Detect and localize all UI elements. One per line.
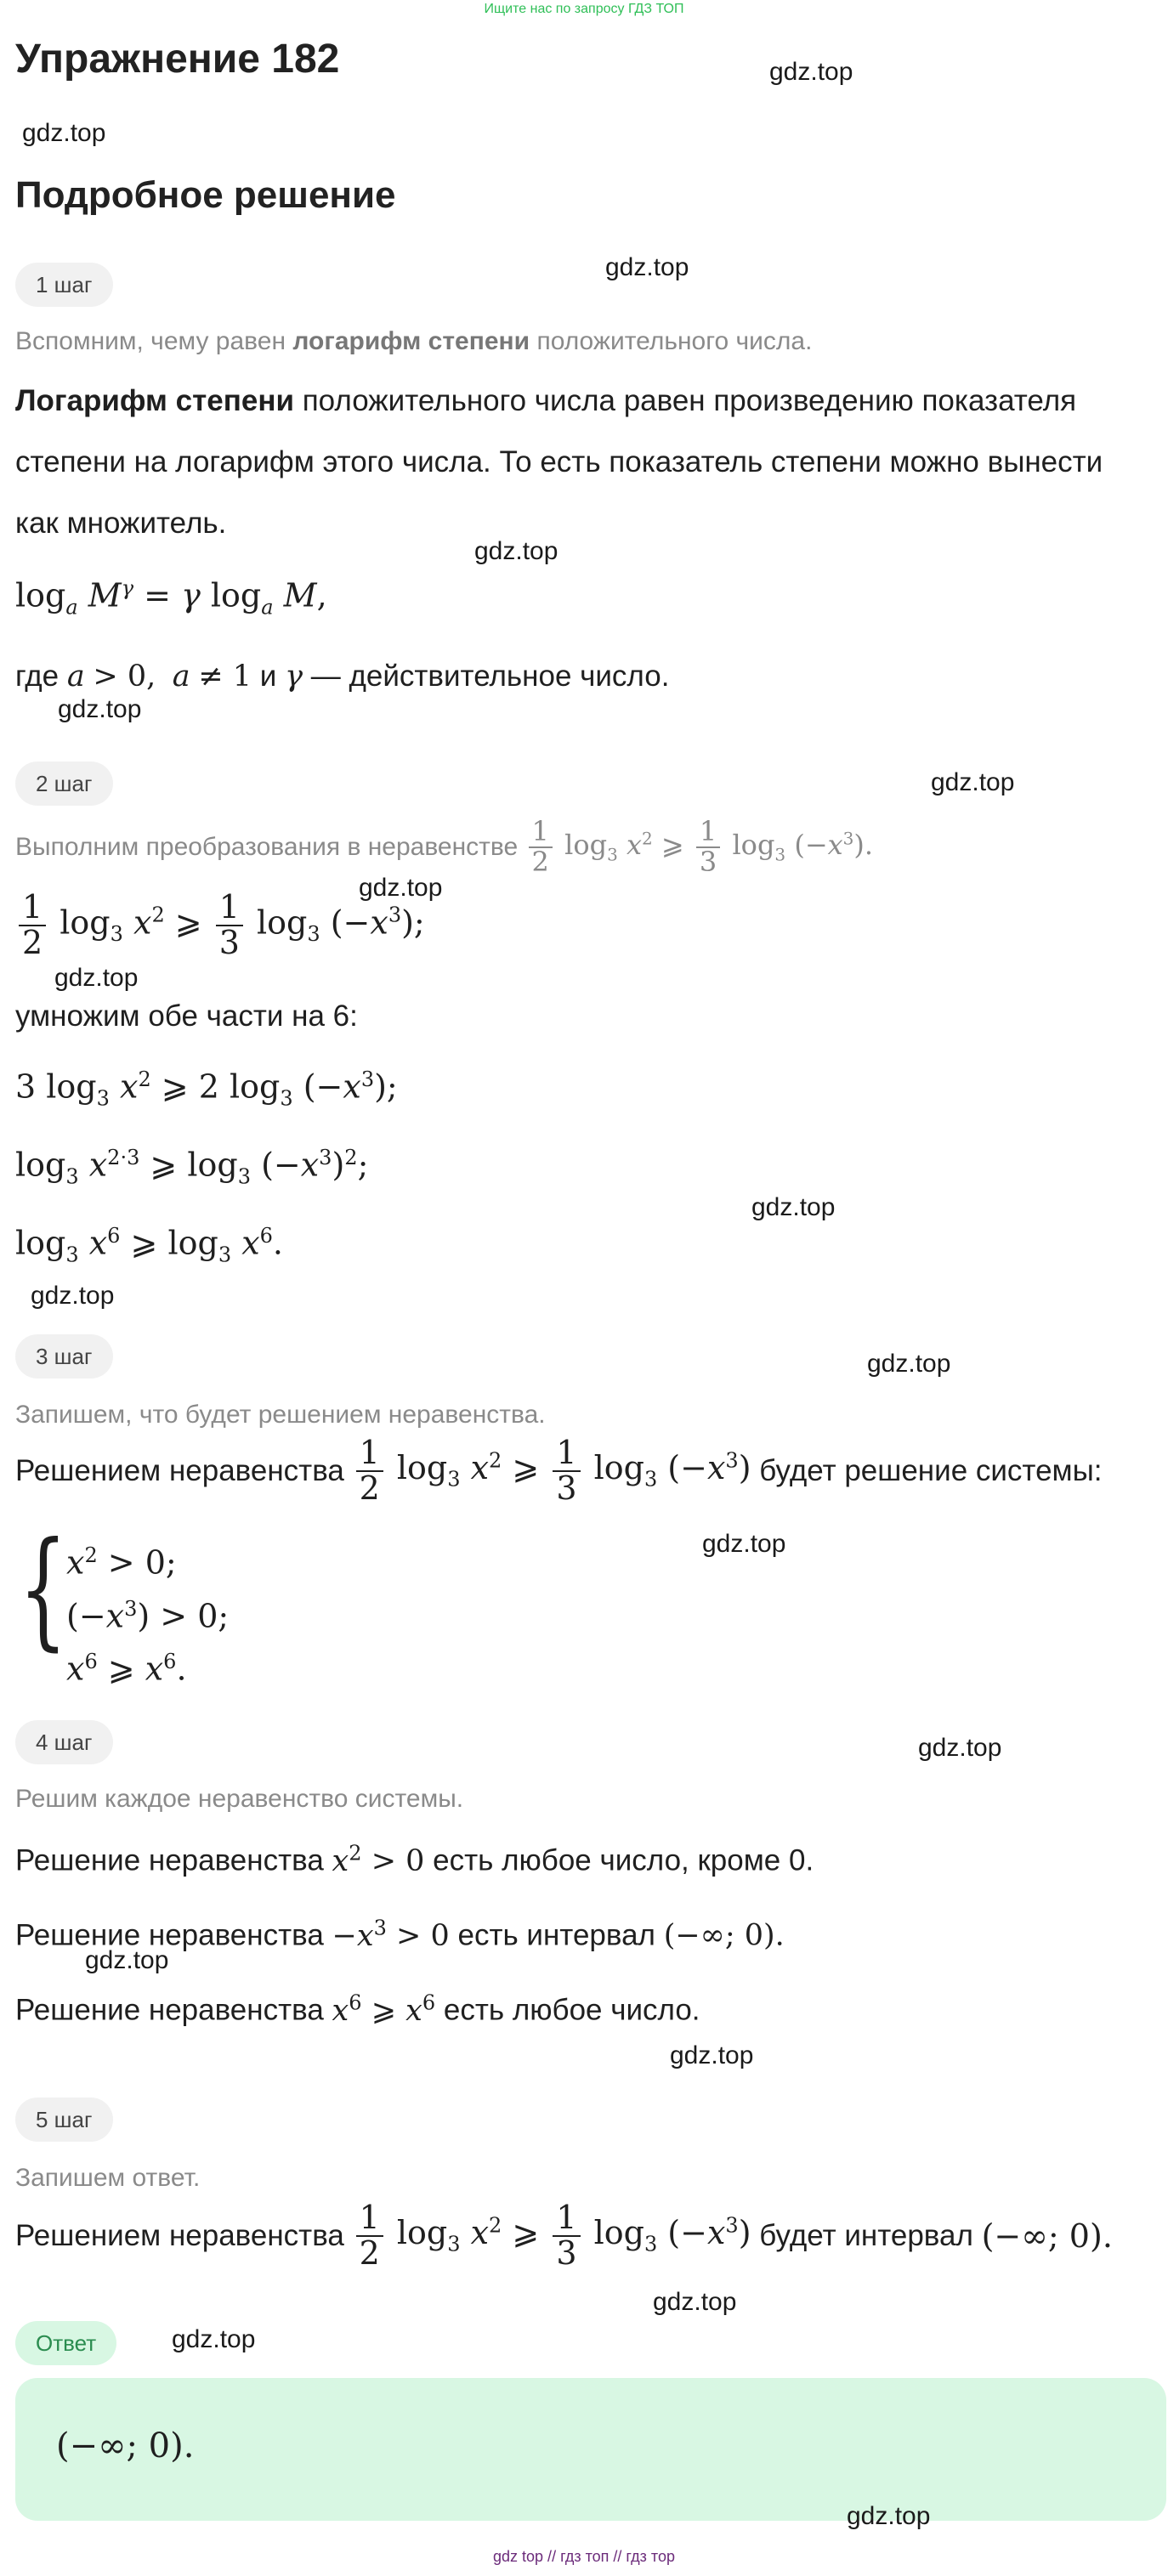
watermark: gdz.top xyxy=(702,1530,786,1558)
watermark: gdz.top xyxy=(653,2288,737,2316)
step-2-formula-2: 3 $\log_3 x^2$ ⩾ 2 $\log_3 (-x^3)$; xyxy=(15,1067,398,1111)
footer-links[interactable]: gdz top // гдз топ // гдз тор xyxy=(493,2548,675,2565)
watermark: gdz.top xyxy=(359,874,443,902)
step-1-intro: Вспомним, чему равен логарифм степени положительного числа. xyxy=(15,327,813,355)
watermark: gdz.top xyxy=(769,58,853,86)
watermark: gdz.top xyxy=(58,695,142,723)
watermark: gdz.top xyxy=(847,2502,931,2530)
watermark: gdz.top xyxy=(85,1946,169,1974)
watermark: gdz.top xyxy=(751,1193,836,1221)
watermark: gdz.top xyxy=(918,1734,1002,1762)
step-badge-4: 4 шаг xyxy=(15,1720,113,1764)
step-badge-2: 2 шаг xyxy=(15,761,113,806)
step-1-paragraph-line-3: как множитель. xyxy=(15,507,227,540)
step-4-intro: Решим каждое неравенство системы. xyxy=(15,1785,464,1813)
step-3-text: Решением неравенства $\frac{1}{2}$ $\log_3 x^2$ ⩾ $\frac{1}{3}$ $\log_3 (-x^3)$ будет решение системы: xyxy=(15,1434,1103,1507)
step-badge-1: 1 шаг xyxy=(15,263,113,307)
step-badge-5: 5 шаг xyxy=(15,2098,113,2142)
page-title: Упражнение 182 xyxy=(15,37,340,82)
answer-value: (−∞; 0). xyxy=(56,2426,195,2466)
step-badge-3: 3 шаг xyxy=(15,1334,113,1379)
step-1-paragraph-line-2: степени на логарифм этого числа. То есть показатель степени можно вынести xyxy=(15,445,1103,478)
log-power-formula: $\log_a M^\gamma = \gamma$ $\log_a M$, xyxy=(15,576,327,620)
top-banner[interactable]: Ищите нас по запросу ГДЗ ТОП xyxy=(484,2,684,16)
watermark: gdz.top xyxy=(670,2041,754,2069)
watermark: gdz.top xyxy=(931,768,1015,796)
watermark: gdz.top xyxy=(867,1350,951,1378)
watermark: gdz.top xyxy=(172,2325,256,2353)
step-2-formula-4: $\log_3 x^6$ ⩾ $\log_3 x^6$. xyxy=(15,1224,283,1267)
step-2-formula-3: $\log_3 x^{2\cdot 3}$ ⩾ $\log_3 (-x^3)^2$; xyxy=(15,1146,369,1189)
answer-badge: Ответ xyxy=(15,2321,116,2365)
watermark: gdz.top xyxy=(54,964,139,992)
step-1-conditions: где a > 0, a ≠ 1 и γ — действительное число. xyxy=(15,660,670,694)
step-2-multiply: умножим обе части на 6: xyxy=(15,999,358,1033)
step-5-intro: Запишем ответ. xyxy=(15,2164,201,2192)
section-title: Подробное решение xyxy=(15,174,396,216)
watermark: gdz.top xyxy=(22,119,106,147)
step-4-line-1: Решение неравенства $x^2 > 0$ есть любое число, кроме 0. xyxy=(15,1841,814,1878)
step-5-text: Решением неравенства $\frac{1}{2}$ $\log_3 x^2$ ⩾ $\frac{1}{3}$ $\log_3 (-x^3)$ будет интервал (−∞; 0). xyxy=(15,2199,1113,2272)
step-2-formula-1: $\frac{1}{2}$ $\log_3 x^2$ ⩾ $\frac{1}{3}$ $\log_3 (-x^3)$; xyxy=(15,891,425,960)
step-2-intro: Выполним преобразования в неравенстве $\frac{1}{2}$ $\log_3 x^2$ ⩾ $\frac{1}{3}$ $\log_3 (-x^3)$. xyxy=(15,815,874,878)
step-4-line-3: Решение неравенства $x^6$ ⩾ $x^6$ есть любое число. xyxy=(15,1990,700,2028)
step-3-intro: Запишем, что будет решением неравенства. xyxy=(15,1401,546,1429)
step-4-line-2: Решение неравенства $-x^3 > 0$ есть интервал (−∞; 0). xyxy=(15,1916,785,1953)
watermark: gdz.top xyxy=(31,1282,115,1310)
watermark: gdz.top xyxy=(474,537,558,565)
step-1-paragraph-line-1: Логарифм степени положительного числа равен произведению показателя xyxy=(15,384,1077,417)
watermark: gdz.top xyxy=(605,253,689,281)
inequality-system: { $x^2 > 0$; $(-x^3) > 0$; $x^6$ ⩾ $x^6$. xyxy=(19,1515,230,1688)
